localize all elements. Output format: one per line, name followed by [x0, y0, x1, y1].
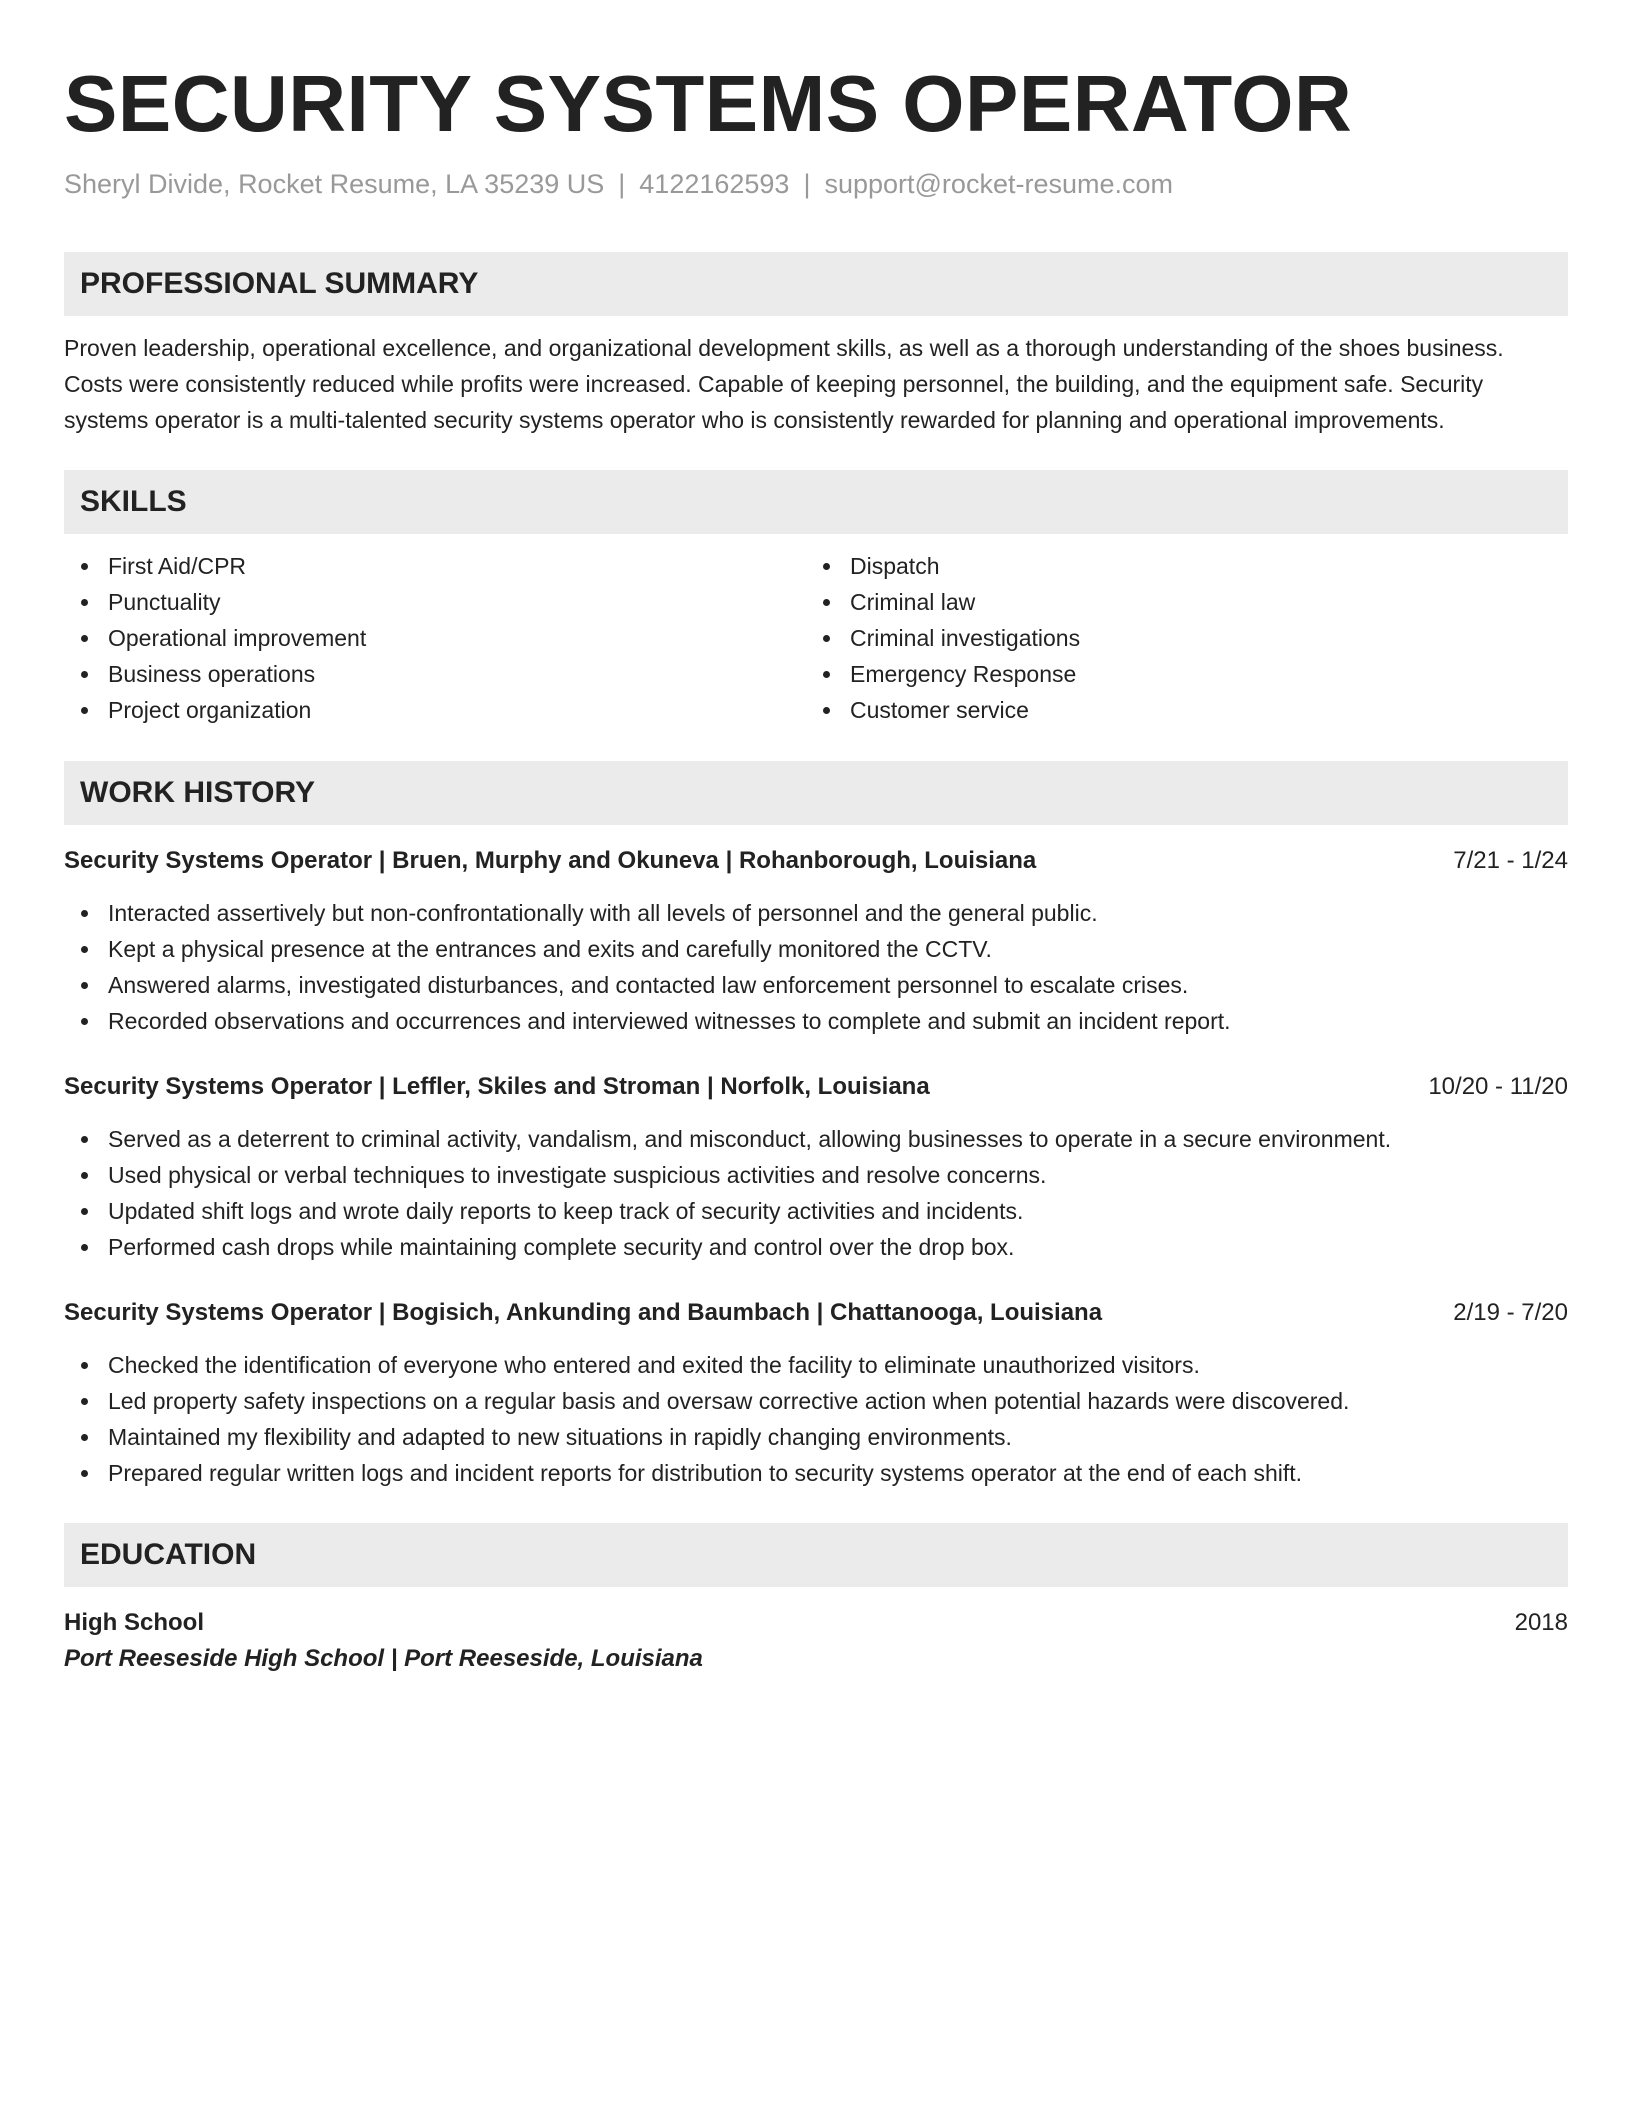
skill-item: Business operations	[64, 656, 806, 692]
job-dates: 2/19 - 7/20	[1453, 1299, 1568, 1326]
job-bullet: Used physical or verbal techniques to investigate suspicious activities and resolve concerns.	[64, 1157, 1568, 1193]
job-bullet: Updated shift logs and wrote daily reports to keep track of security activities and incidents.	[64, 1193, 1568, 1229]
job-entry	[64, 843, 1568, 1039]
resume-title: SECURITY SYSTEMS OPERATOR	[64, 59, 1353, 148]
job-bullet: Checked the identification of everyone who entered and exited the facility to eliminate unauthorized visitors.	[64, 1347, 1568, 1383]
skill-item: Punctuality	[64, 584, 806, 620]
job-title: Security Systems Operator | Bruen, Murphy and Okuneva | Rohanborough, Louisiana	[64, 847, 1037, 874]
job-bullet: Kept a physical presence at the entrances and exits and carefully monitored the CCTV.	[64, 931, 1568, 967]
job-title: Security Systems Operator | Leffler, Skiles and Stroman | Norfolk, Louisiana	[64, 1073, 930, 1100]
job-bullet: Maintained my flexibility and adapted to new situations in rapidly changing environments.	[64, 1419, 1568, 1455]
job-bullet: Prepared regular written logs and incident reports for distribution to security systems operator at the end of each shift.	[64, 1455, 1568, 1491]
job-header	[64, 1295, 1568, 1331]
contact-address: Sheryl Divide, Rocket Resume, LA 35239 US	[64, 169, 605, 199]
skills-column-left	[64, 548, 806, 728]
job-bullet: Interacted assertively but non-confrontationally with all levels of personnel and the general public.	[64, 895, 1568, 931]
education-degree: High School	[64, 1609, 204, 1636]
skill-item: Criminal law	[806, 584, 1548, 620]
section-header-education: EDUCATION	[64, 1523, 1568, 1587]
summary-text: Proven leadership, operational excellence, and organizational development skills, as well as a thorough understanding of the shoes business. Costs were consistently reduced while profits were increased. Capable of keeping personnel, the building, and the equipment safe. Security systems operator is a multi-talented security systems operator who is consistently rewarded for planning and operational improvements.	[64, 335, 1504, 433]
skill-item: First Aid/CPR	[64, 548, 806, 584]
job-bullets	[64, 895, 1568, 1039]
job-bullet: Recorded observations and occurrences and interviewed witnesses to complete and submit an incident report.	[64, 1003, 1568, 1039]
section-header-summary: PROFESSIONAL SUMMARY	[64, 252, 1568, 316]
job-bullet: Performed cash drops while maintaining complete security and control over the drop box.	[64, 1229, 1568, 1265]
job-bullets	[64, 1347, 1568, 1491]
education-year: 2018	[1514, 1609, 1568, 1636]
job-entry	[64, 1069, 1568, 1265]
job-title: Security Systems Operator | Bogisich, Ankunding and Baumbach | Chattanooga, Louisiana	[64, 1299, 1103, 1326]
skill-item: Emergency Response	[806, 656, 1548, 692]
job-dates: 10/20 - 11/20	[1428, 1073, 1568, 1100]
section-header-skills: SKILLS	[64, 470, 1568, 534]
job-header	[64, 843, 1568, 879]
contact-separator: |	[803, 169, 811, 199]
job-bullet: Served as a deterrent to criminal activity, vandalism, and misconduct, allowing businesses to operate in a secure environment.	[64, 1121, 1568, 1157]
job-entry	[64, 1295, 1568, 1491]
job-bullet: Led property safety inspections on a regular basis and oversaw corrective action when potential hazards were discovered.	[64, 1383, 1568, 1419]
skill-item: Project organization	[64, 692, 806, 728]
skill-item: Dispatch	[806, 548, 1548, 584]
section-header-work-history: WORK HISTORY	[64, 761, 1568, 825]
job-bullet: Answered alarms, investigated disturbances, and contacted law enforcement personnel to escalate crises.	[64, 967, 1568, 1003]
contact-email: support@rocket-resume.com	[824, 169, 1173, 199]
education-school: Port Reeseside High School | Port Reeseside, Louisiana	[64, 1645, 703, 1672]
contact-separator: |	[618, 169, 626, 199]
contact-phone: 4122162593	[639, 169, 790, 199]
skill-item: Criminal investigations	[806, 620, 1548, 656]
resume-page	[64, 0, 1568, 1677]
skill-item: Customer service	[806, 692, 1548, 728]
contact-line	[64, 166, 1568, 202]
skills-column-right	[806, 548, 1548, 728]
skills-list	[64, 548, 1568, 728]
job-dates: 7/21 - 1/24	[1453, 847, 1568, 874]
job-header	[64, 1069, 1568, 1105]
skill-item: Operational improvement	[64, 620, 806, 656]
job-bullets	[64, 1121, 1568, 1265]
education-header	[64, 1605, 1568, 1641]
